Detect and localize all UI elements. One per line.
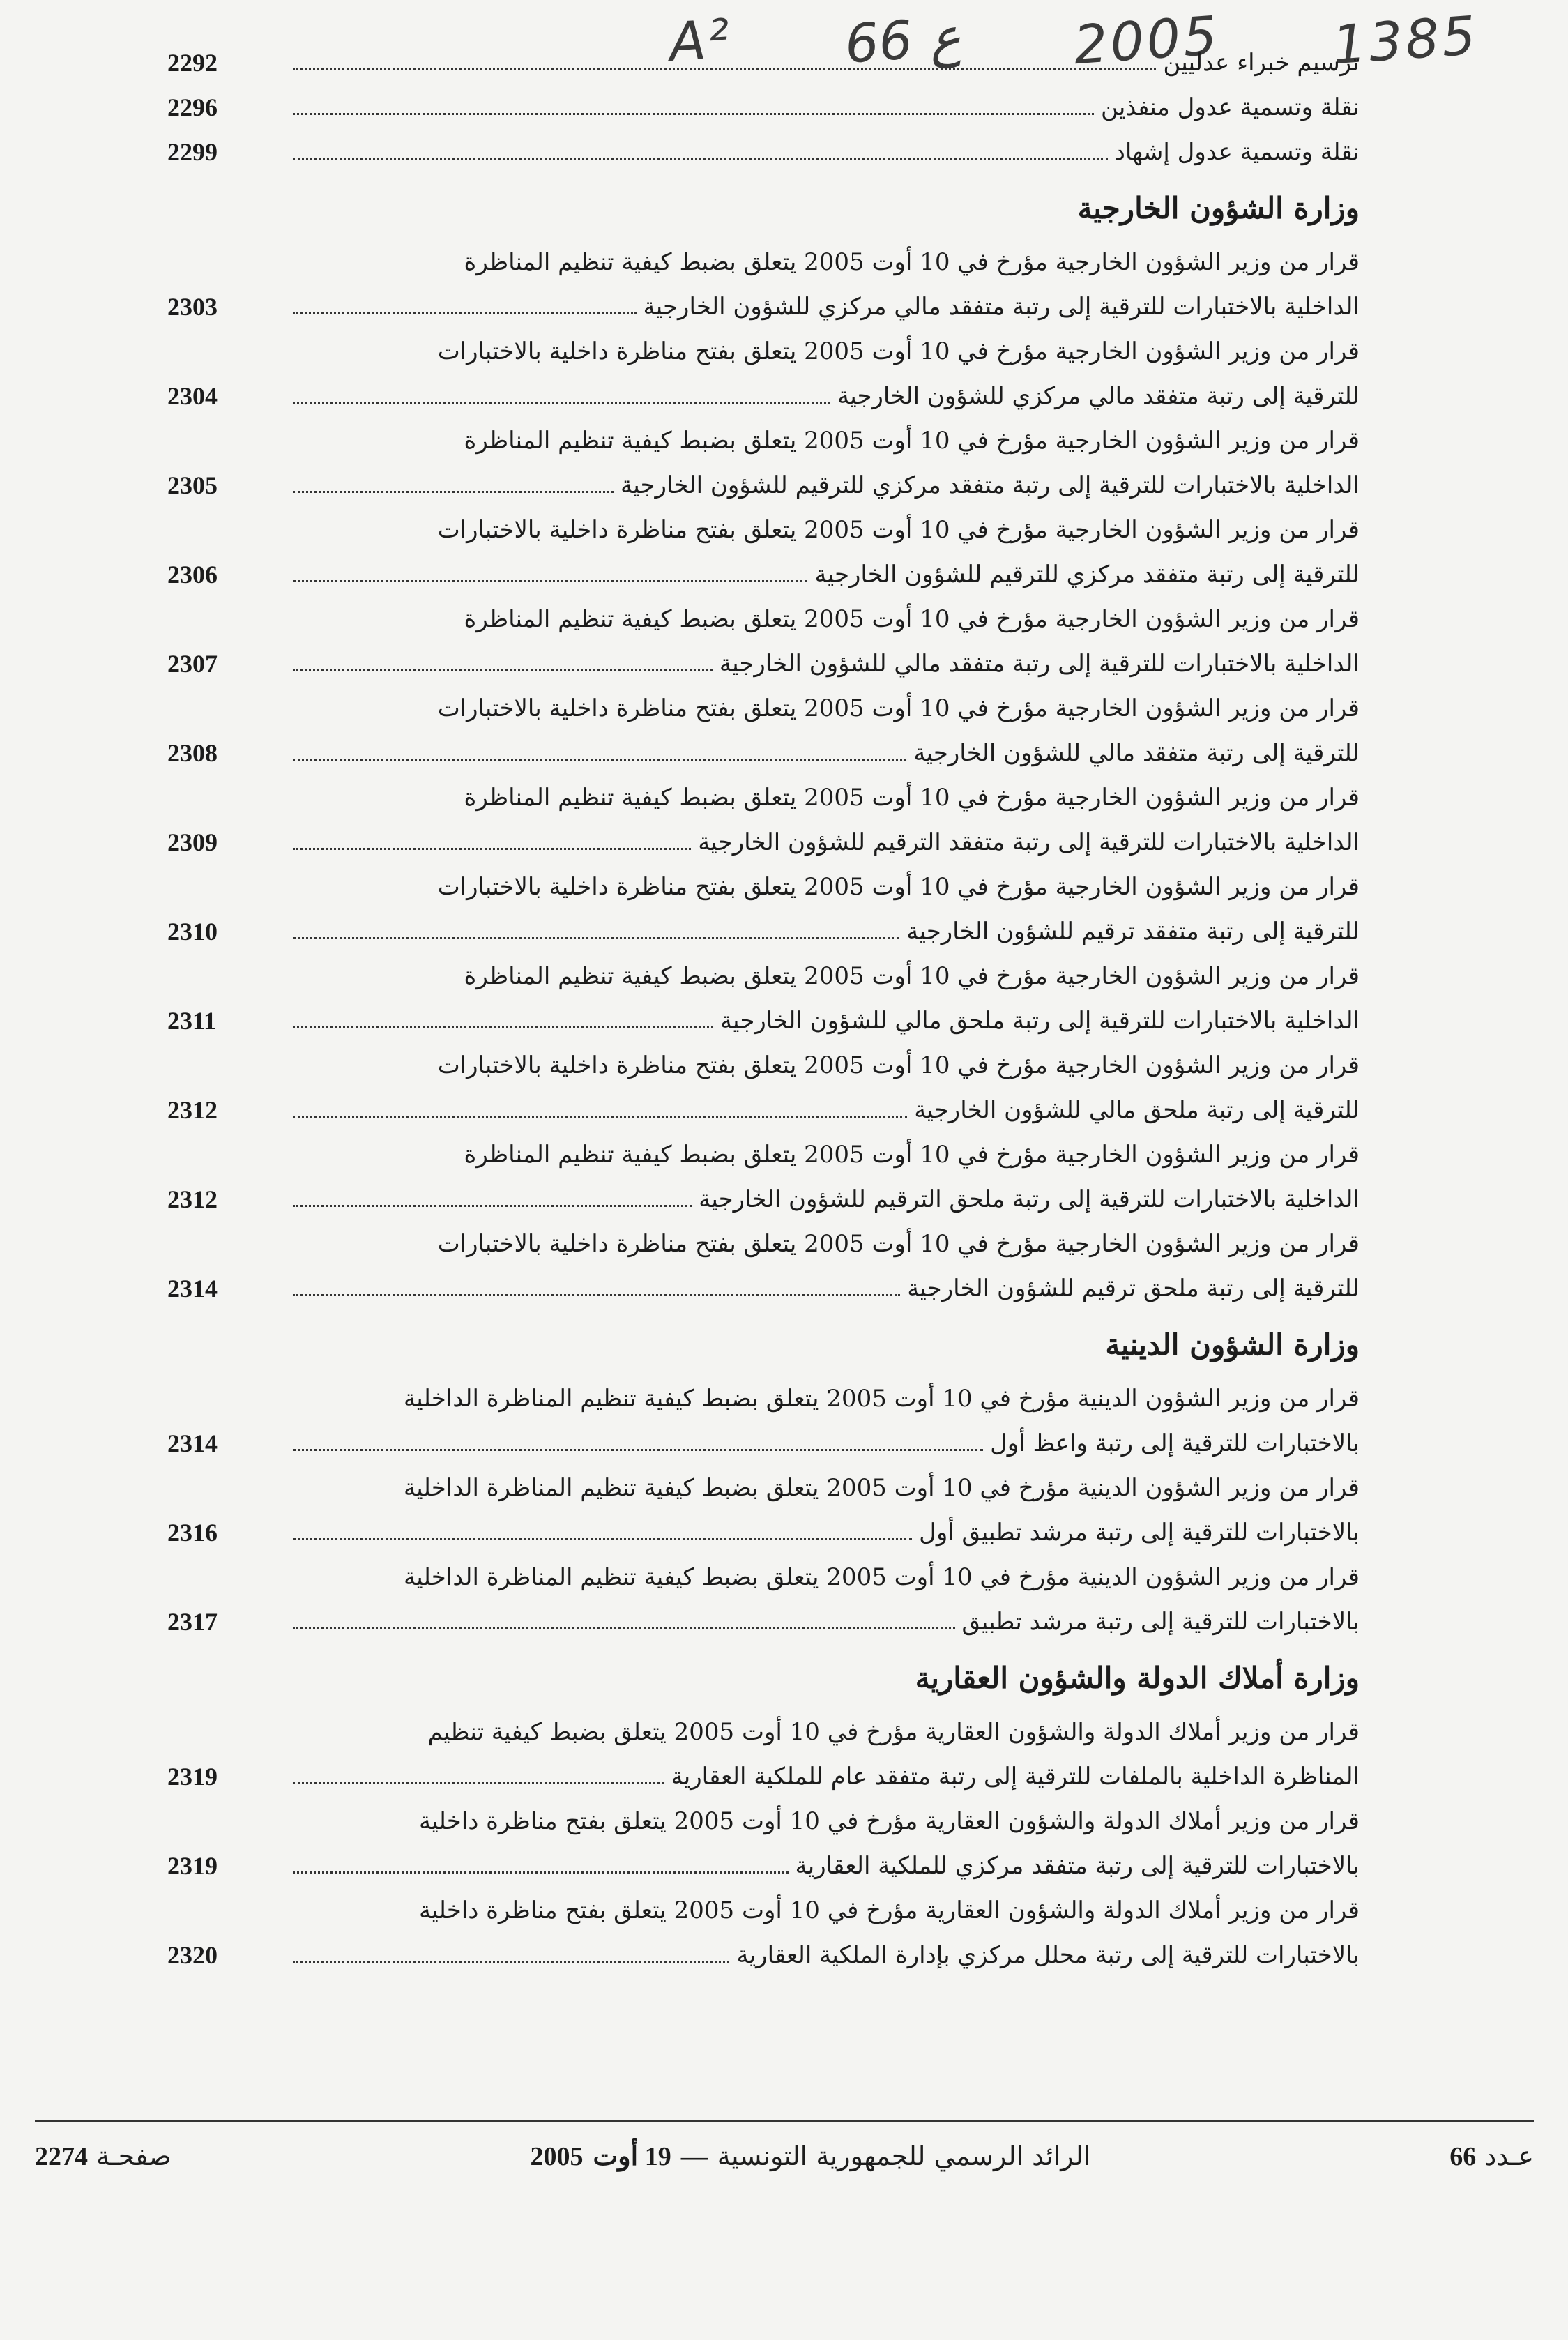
footer-rule — [35, 2120, 1534, 2122]
handwriting-part: A² — [667, 6, 735, 73]
entry-line-2: للترقية إلى رتبة متفقد مركزي للترقيم للشؤون الخارجية — [814, 561, 1360, 588]
toc-entry — [167, 418, 1360, 508]
section-title: وزارة الشؤون الخارجية — [1077, 191, 1360, 225]
handwriting-part: 2005 — [1071, 3, 1221, 76]
footer-page-number: 2274 — [35, 2141, 88, 2171]
entry-line-2: الداخلية بالاختبارات للترقية إلى رتبة متفقد مالي مركزي للشؤون الخارجية — [643, 293, 1360, 321]
toc-entry — [167, 1466, 1360, 1555]
entry-line-2: للترقية إلى رتبة متفقد مالي مركزي للشؤون الخارجية — [837, 382, 1360, 410]
toc-entry — [167, 40, 1360, 85]
entry-line-1: قرار من وزير الشؤون الخارجية مؤرخ في 10 أوت 2005 يتعلق بضبط كيفية تنظيم المناظرة — [464, 248, 1360, 276]
entry-line-2: الداخلية بالاختبارات للترقية إلى رتبة متفقد مالي للشؤون الخارجية — [719, 650, 1360, 678]
entry-page-number: 2306 — [167, 561, 218, 588]
entry-line-1: قرار من وزير الشؤون الخارجية مؤرخ في 10 أوت 2005 يتعلق بفتح مناظرة داخلية بالاختبارات — [437, 337, 1360, 365]
entry-page-number: 2308 — [167, 739, 218, 767]
footer-date: 19 أوت — [593, 2141, 671, 2171]
toc-entry — [167, 686, 1360, 775]
entry-page-number: 2320 — [167, 1941, 218, 1969]
entry-line-2: الداخلية بالاختبارات للترقية إلى رتبة متفقد مركزي للترقيم للشؤون الخارجية — [621, 471, 1360, 499]
entry-page-number: 2305 — [167, 471, 218, 499]
entry-text: نقلة وتسمية عدول منفذين — [1100, 93, 1360, 121]
entry-page-number: 2310 — [167, 918, 218, 945]
entry-page-number: 2304 — [167, 382, 218, 410]
entry-line-2: بالاختبارات للترقية إلى رتبة مرشد تطبيق — [961, 1608, 1360, 1636]
entry-line-2: المناظرة الداخلية بالملفات للترقية إلى رتبة متفقد عام للملكية العقارية — [671, 1763, 1360, 1791]
entry-page-number: 2307 — [167, 650, 218, 678]
entry-page-number: 2299 — [167, 138, 218, 166]
entry-page-number: 2312 — [167, 1185, 218, 1213]
toc-entry — [167, 1888, 1360, 1977]
entry-line-1: قرار من وزير الشؤون الخارجية مؤرخ في 10 أوت 2005 يتعلق بفتح مناظرة داخلية بالاختبارات — [437, 694, 1360, 722]
toc-entry — [167, 597, 1360, 686]
entry-page-number: 2292 — [167, 49, 218, 77]
entry-line-2: الداخلية بالاختبارات للترقية إلى رتبة ملحق الترقيم للشؤون الخارجية — [699, 1185, 1360, 1213]
entry-line-1: قرار من وزير الشؤون الخارجية مؤرخ في 10 أوت 2005 يتعلق بضبط كيفية تنظيم المناظرة — [464, 1141, 1360, 1169]
toc-entry — [167, 508, 1360, 597]
toc-entry — [167, 1555, 1360, 1644]
toc-entry — [167, 130, 1360, 174]
entry-line-1: قرار من وزير الشؤون الدينية مؤرخ في 10 أوت 2005 يتعلق بضبط كيفية تنظيم المناظرة الداخلية — [404, 1563, 1360, 1591]
entry-page-number: 2317 — [167, 1608, 218, 1636]
entry-page-number: 2316 — [167, 1519, 218, 1547]
toc-entry — [167, 1132, 1360, 1222]
entry-line-2: للترقية إلى رتبة ملحق مالي للشؤون الخارجية — [914, 1096, 1360, 1124]
footer-issue-label: عـدد — [1484, 2140, 1534, 2171]
entry-page-number: 2303 — [167, 293, 218, 321]
entry-line-2: بالاختبارات للترقية إلى رتبة محلل مركزي بإدارة الملكية العقارية — [736, 1941, 1360, 1969]
toc-entry — [167, 1043, 1360, 1132]
entry-line-1: قرار من وزير الشؤون الخارجية مؤرخ في 10 أوت 2005 يتعلق بضبط كيفية تنظيم المناظرة — [464, 784, 1360, 812]
toc-entry — [167, 1710, 1360, 1799]
entry-line-1: قرار من وزير الشؤون الخارجية مؤرخ في 10 أوت 2005 يتعلق بفتح مناظرة داخلية بالاختبارات — [437, 1230, 1360, 1258]
entry-line-1: قرار من وزير الشؤون الخارجية مؤرخ في 10 أوت 2005 يتعلق بفتح مناظرة داخلية بالاختبارات — [437, 516, 1360, 544]
entry-page-number: 2314 — [167, 1429, 218, 1457]
entry-page-number: 2314 — [167, 1275, 218, 1302]
toc-entry — [167, 1222, 1360, 1311]
entry-page-number: 2311 — [167, 1007, 217, 1035]
entry-line-1: قرار من وزير الشؤون الخارجية مؤرخ في 10 أوت 2005 يتعلق بفتح مناظرة داخلية بالاختبارات — [437, 1051, 1360, 1079]
entry-line-2: الداخلية بالاختبارات للترقية إلى رتبة ملحق مالي للشؤون الخارجية — [720, 1007, 1360, 1035]
handwriting-part: 66 ع — [843, 4, 964, 75]
entry-page-number: 2319 — [167, 1852, 218, 1880]
entry-line-1: قرار من وزير أملاك الدولة والشؤون العقارية مؤرخ في 10 أوت 2005 يتعلق بضبط كيفية تنظيم — [427, 1718, 1360, 1746]
footer-issue-number: 66 — [1449, 2141, 1477, 2171]
entry-page-number: 2296 — [167, 93, 218, 121]
handwriting-part: 1385 — [1330, 3, 1480, 76]
footer-dash: — — [680, 2141, 708, 2171]
entry-line-2: للترقية إلى رتبة ملحق ترقيم للشؤون الخارجية — [907, 1275, 1360, 1302]
toc-entry — [167, 865, 1360, 954]
toc-entry — [167, 1799, 1360, 1888]
entry-page-number: 2312 — [167, 1096, 218, 1124]
entry-page-number: 2309 — [167, 828, 218, 856]
footer-journal-name: الرائد الرسمي للجمهورية التونسية — [717, 2140, 1091, 2171]
footer-page — [35, 2141, 172, 2172]
entry-line-2: الداخلية بالاختبارات للترقية إلى رتبة متفقد الترقيم للشؤون الخارجية — [698, 828, 1360, 856]
toc-entry — [167, 329, 1360, 418]
entry-line-1: قرار من وزير الشؤون الخارجية مؤرخ في 10 أوت 2005 يتعلق بضبط كيفية تنظيم المناظرة — [464, 427, 1360, 455]
entry-line-1: قرار من وزير الشؤون الخارجية مؤرخ في 10 أوت 2005 يتعلق بضبط كيفية تنظيم المناظرة — [464, 605, 1360, 633]
toc-entry — [167, 775, 1360, 865]
entry-line-1: قرار من وزير الشؤون الخارجية مؤرخ في 10 أوت 2005 يتعلق بفتح مناظرة داخلية بالاختبارات — [437, 873, 1360, 901]
toc-entry — [167, 954, 1360, 1043]
entry-page-number: 2319 — [167, 1763, 218, 1791]
footer-issue — [1449, 2141, 1534, 2172]
table-of-contents — [167, 40, 1360, 1977]
page-footer — [35, 2135, 1534, 2177]
footer-year: 2005 — [530, 2141, 584, 2171]
entry-line-1: قرار من وزير الشؤون الدينية مؤرخ في 10 أوت 2005 يتعلق بضبط كيفية تنظيم المناظرة الداخلية — [404, 1385, 1360, 1413]
toc-entry — [167, 240, 1360, 329]
toc-entry — [167, 85, 1360, 130]
entry-text: نقلة وتسمية عدول إشهاد — [1114, 138, 1360, 166]
entry-line-2: للترقية إلى رتبة متفقد مالي للشؤون الخارجية — [913, 739, 1360, 767]
footer-journal — [531, 2141, 1091, 2172]
footer-page-label: صفحـة — [96, 2140, 172, 2171]
entry-line-2: بالاختبارات للترقية إلى رتبة مرشد تطبيق أول — [919, 1519, 1360, 1547]
section-title: وزارة الشؤون الدينية — [1105, 1328, 1360, 1362]
entry-line-1: قرار من وزير الشؤون الخارجية مؤرخ في 10 أوت 2005 يتعلق بضبط كيفية تنظيم المناظرة — [464, 962, 1360, 990]
entry-text: ترسيم خبراء عدليين — [1163, 49, 1360, 77]
entry-line-1: قرار من وزير أملاك الدولة والشؤون العقارية مؤرخ في 10 أوت 2005 يتعلق بفتح مناظرة داخلية — [418, 1807, 1360, 1835]
entry-line-2: بالاختبارات للترقية إلى رتبة متفقد مركزي للملكية العقارية — [795, 1852, 1360, 1880]
entry-line-2: بالاختبارات للترقية إلى رتبة واعظ أول — [990, 1429, 1360, 1457]
toc-entry — [167, 1376, 1360, 1466]
entry-line-1: قرار من وزير الشؤون الدينية مؤرخ في 10 أوت 2005 يتعلق بضبط كيفية تنظيم المناظرة الداخلية — [404, 1474, 1360, 1502]
section-title: وزارة أملاك الدولة والشؤون العقارية — [915, 1661, 1360, 1695]
entry-line-2: للترقية إلى رتبة متفقد ترقيم للشؤون الخارجية — [906, 918, 1360, 945]
entry-line-1: قرار من وزير أملاك الدولة والشؤون العقارية مؤرخ في 10 أوت 2005 يتعلق بفتح مناظرة داخلية — [418, 1897, 1360, 1924]
